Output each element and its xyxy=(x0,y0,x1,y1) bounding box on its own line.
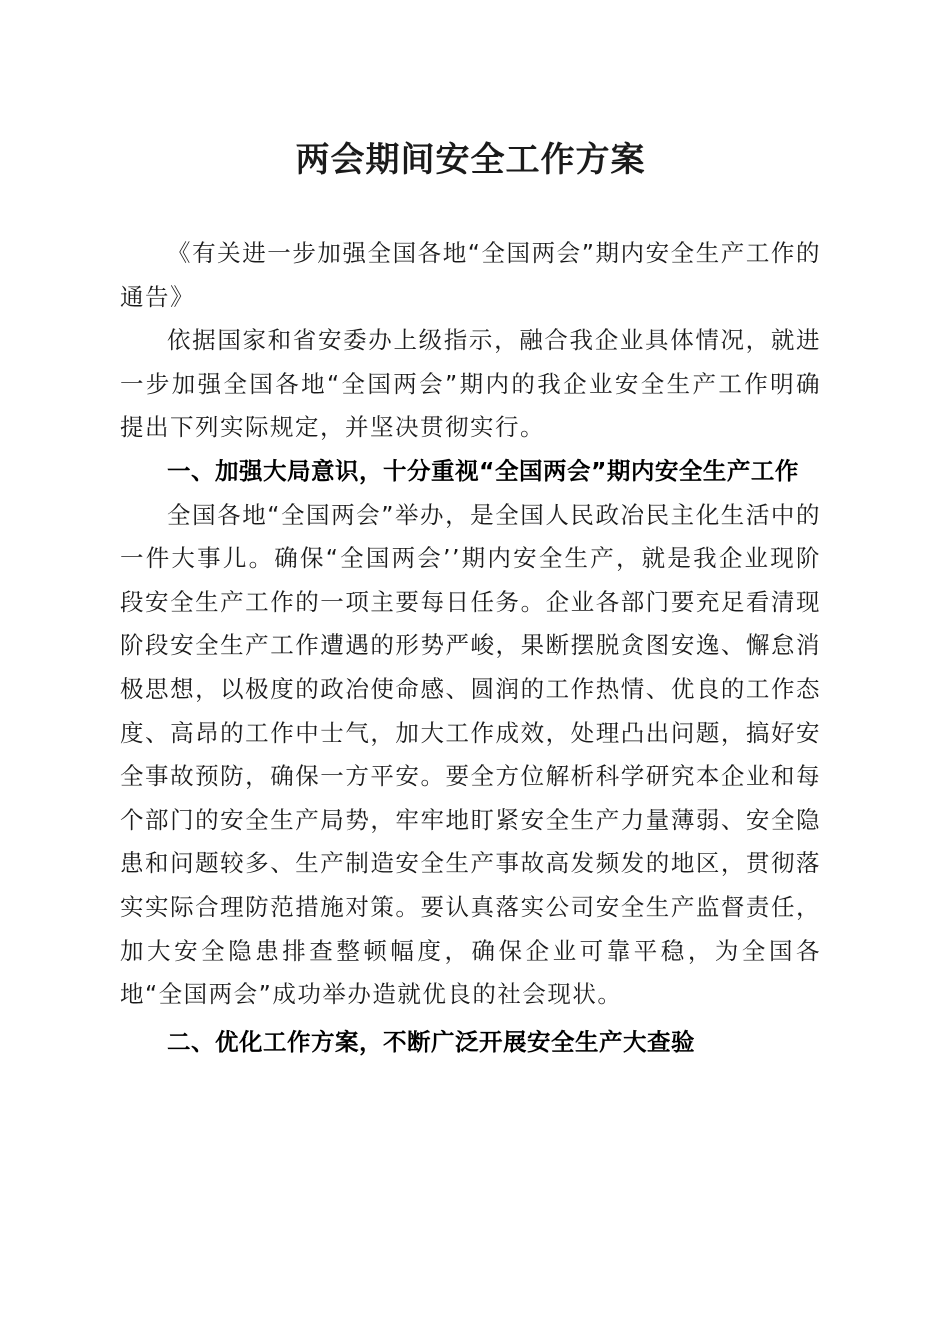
document-title: 两会期间安全工作方案 xyxy=(295,140,646,180)
section-1-paragraph: 全国各地“全国两会”举办，是全国人民政冶民主化生活中的一件大事儿。确保“全国两会’’期内安全生产，就是我企业现阶段安全生产工作的一项主要每日任务。企业各部门要充足看清现阶段安全生产工作遭遇的形势严峻，果断摆脱贪图安逸、懈怠消极思想，以极度的政冶使命感、圆润的工作热情、优良的工作态度、高昂的工作中士气，加大工作成效，处理凸出问题，搞好安全事故预防，确保一方平安。要全方位解析科学研究本企业和每个部门的安全生产局势，牢牢地盯紧安全生产力量薄弱、安全隐患和问题较多、生产制造安全生产事故高发频发的地区，贯彻落实实际合理防范措施对策。要认真落实公司安全生产监督责任，加大安全隐患排查整顿幅度，确保企业可靠平稳，为全国各地“全国两会”成功举办造就优良的社会现状。 xyxy=(120,500,821,1009)
document-body xyxy=(120,232,821,1064)
section-heading-2: 二、优化工作方案，不断广泛开展安全生产大查验 xyxy=(167,1027,695,1056)
section-heading-1: 一、加强大局意识，十分重视“全国两会”期内安全生产工作 xyxy=(167,456,799,485)
notice-title-paragraph: 《有关进一步加强全国各地“全国两会”期内安全生产工作的通告》 xyxy=(120,239,821,311)
intro-paragraph: 依据国家和省安委办上级指示，融合我企业具体情况，就进一步加强全国各地“全国两会”期内的我企业安全生产工作明确提出下列实际规定，并坚决贯彻实行。 xyxy=(120,326,821,442)
